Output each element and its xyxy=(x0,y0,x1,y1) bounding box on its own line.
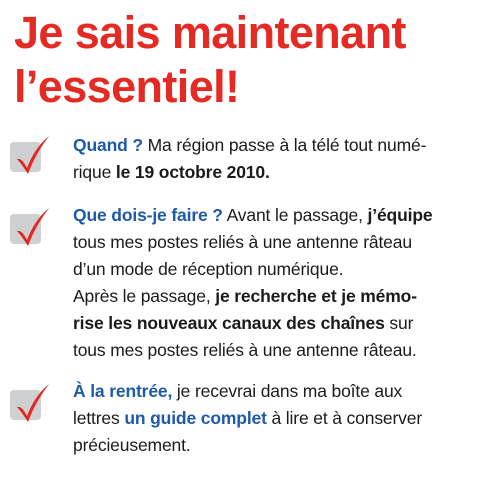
body-text: lettres xyxy=(73,408,125,428)
text-line xyxy=(73,378,493,405)
text-line xyxy=(73,310,493,337)
body-text: Après le passage, xyxy=(73,286,216,306)
page-title xyxy=(14,6,494,114)
bold-text: j’équipe xyxy=(367,205,433,225)
text-line xyxy=(73,132,493,159)
checkbox xyxy=(10,390,50,424)
text-line xyxy=(73,432,493,459)
text-line xyxy=(73,283,493,310)
title-line-2: l’essentiel! xyxy=(14,61,240,112)
body-text: précieusement. xyxy=(73,435,191,455)
body-text: rique xyxy=(73,162,116,182)
text-line xyxy=(73,229,493,256)
body-text: sur xyxy=(384,313,414,333)
check-mark-icon xyxy=(14,135,50,175)
text-line xyxy=(73,202,493,229)
body-text: à lire et à conserver xyxy=(266,408,423,428)
highlight-text: Que dois-je faire ? xyxy=(73,205,223,225)
bold-text: le 19 octobre 2010. xyxy=(115,162,270,182)
body-text: Avant le passage, xyxy=(222,205,368,225)
body-text: d’un mode de réception numérique. xyxy=(73,259,344,279)
checkbox xyxy=(10,214,50,248)
item-text xyxy=(73,132,493,186)
text-line xyxy=(73,159,493,186)
highlight-text: un guide complet xyxy=(124,408,267,428)
body-text: je recevrai dans ma boîte aux xyxy=(172,381,403,401)
body-text: tous mes postes reliés à une antenne râteau. xyxy=(73,340,417,360)
title-line-1: Je sais maintenant xyxy=(14,7,406,58)
text-line xyxy=(73,256,493,283)
check-mark-icon xyxy=(14,383,50,423)
text-line xyxy=(73,337,493,364)
check-mark-icon xyxy=(14,207,50,247)
bold-text: rise les nouveaux canaux des chaînes xyxy=(73,313,385,333)
text-line xyxy=(73,405,493,432)
body-text: Ma région passe à la télé tout numé- xyxy=(142,135,427,155)
item-text xyxy=(73,202,493,364)
highlight-text: À la rentrée, xyxy=(73,381,173,401)
bold-text: je recherche et je mémo- xyxy=(215,286,417,306)
body-text: tous mes postes reliés à une antenne râteau xyxy=(73,232,412,252)
checkbox xyxy=(10,142,50,176)
item-text xyxy=(73,378,493,459)
highlight-text: Quand ? xyxy=(73,135,143,155)
